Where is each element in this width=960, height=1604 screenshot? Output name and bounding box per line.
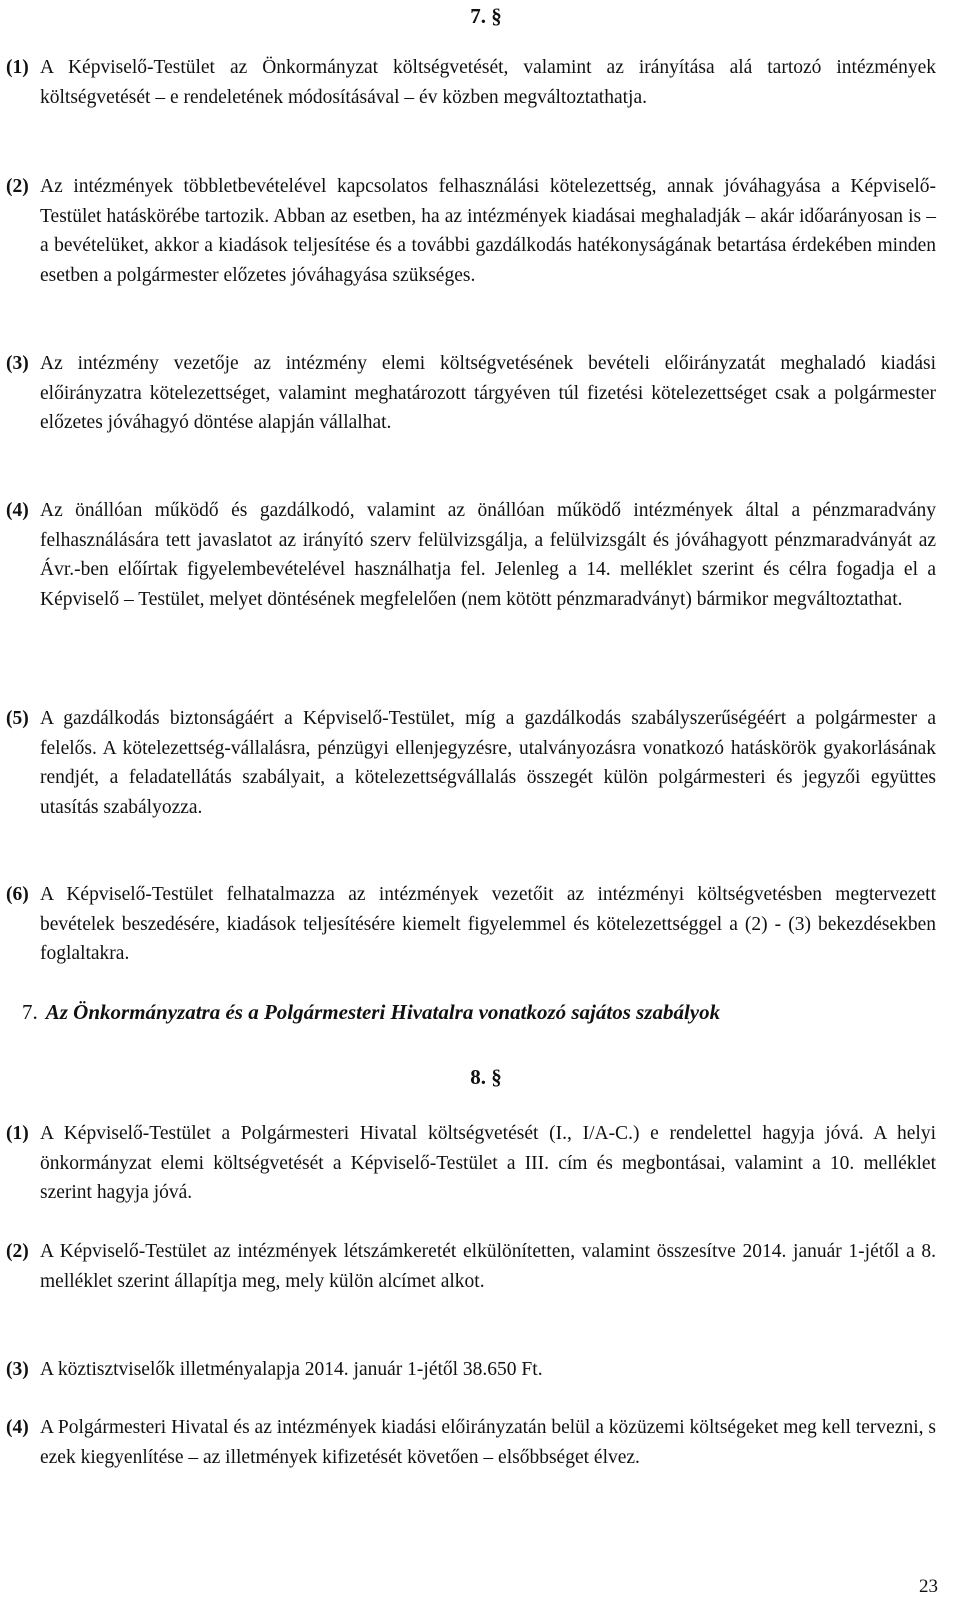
paragraph-number: (2) <box>6 1241 29 1262</box>
paragraph-7-6 <box>6 880 936 969</box>
paragraph-8-4 <box>6 1413 936 1472</box>
paragraph-7-1 <box>6 53 936 112</box>
paragraph-number: (4) <box>6 1417 29 1438</box>
paragraph-number: (1) <box>6 57 29 78</box>
paragraph-text: Az intézmények többletbevételével kapcsolatos felhasználási kötelezettség, annak jóváhagyása a Képviselő-Testület hatáskörébe tartozik. Abban az esetben, ha az intézmények kiadásai meghaladják – akár időarányosan is – a bevételüket, akkor a kiadások teljesítése és a további gazdálkodás hatékonyságának betartása érdekében minden esetben a polgármester előzetes jóváhagyása szükséges. <box>40 176 936 286</box>
paragraph-text: A köztisztviselők illetményalapja 2014. január 1-jétől 38.650 Ft. <box>40 1359 543 1380</box>
paragraph-text: A Képviselő-Testület felhatalmazza az intézmények vezetőit az intézményi költségvetésben megtervezett bevételek beszedésére, kiadások teljesítésére kiemelt figyelemmel és kötelezettséggel a (2) - (3) bekezdésekben foglaltakra. <box>40 884 936 964</box>
paragraph-number: (6) <box>6 884 29 905</box>
paragraph-7-3 <box>6 349 936 438</box>
paragraph-8-3 <box>6 1355 936 1385</box>
paragraph-number: (2) <box>6 176 29 197</box>
chapter-heading <box>22 998 942 1028</box>
paragraph-number: (3) <box>6 1359 29 1380</box>
paragraph-number: (1) <box>6 1123 29 1144</box>
paragraph-text: Az önállóan működő és gazdálkodó, valamint az önállóan működő intézmények által a pénzmaradvány felhasználására tett javaslatot az irányító szerv felülvizsgálja, a felülvizsgált és jóváhagyott pénzmaradványát az Ávr.-ben előírtak figyelembevételével használhatja fel. Jelenleg a 14. melléklet szerint és célra fogadja el a Képviselő – Testület, melyet döntésének megfelelően (nem kötött pénzmaradványt) bármikor megváltoztathat. <box>40 500 936 610</box>
paragraph-7-2 <box>6 172 936 290</box>
paragraph-number: (5) <box>6 708 29 729</box>
paragraph-text: A Képviselő-Testület az Önkormányzat költségvetését, valamint az irányítása alá tartozó intézmények költségvetését – e rendeletének módosításával – év közben megváltoztathatja. <box>40 57 936 108</box>
chapter-heading-text: Az Önkormányzatra és a Polgármesteri Hivatalra vonatkozó sajátos szabályok <box>45 1000 721 1024</box>
page-number: 23 <box>919 1576 938 1597</box>
paragraph-text: A gazdálkodás biztonságáért a Képviselő-Testület, míg a gazdálkodás szabályszerűségéért a polgármester a felelős. A kötelezettség-vállalásra, pénzügyi ellenjegyzésre, utalványozásra vonatkozó hatáskörök gyakorlásának rendjét, a feladatellátás szabályait, a kötelezettségvállalás összegét külön polgármesteri és jegyzői együttes utasítás szabályozza. <box>40 708 936 818</box>
chapter-heading-number: 7. <box>22 1000 38 1024</box>
section-8-title: 8. § <box>470 1065 502 1089</box>
paragraph-number: (4) <box>6 500 29 521</box>
paragraph-text: A Képviselő-Testület a Polgármesteri Hivatal költségvetését (I., I/A-C.) e rendelettel hagyja jóvá. A helyi önkormányzat elemi költségvetését a Képviselő-Testület a III. cím és megbontásai, valamint a 10. melléklet szerint hagyja jóvá. <box>40 1123 936 1203</box>
paragraph-8-2 <box>6 1237 936 1296</box>
paragraph-text: A Képviselő-Testület az intézmények létszámkeretét elkülönítetten, valamint összesítve 2014. január 1-jétől a 8. melléklet szerint állapítja meg, mely külön alcímet alkot. <box>40 1241 936 1292</box>
paragraph-8-1 <box>6 1119 936 1208</box>
section-7-title: 7. § <box>470 4 502 28</box>
paragraph-text: Az intézmény vezetője az intézmény elemi költségvetésének bevételi előirányzatát meghaladó kiadási előirányzatra kötelezettséget, valamint meghatározott tárgyéven túl fizetési kötelezettséget csak a polgármester előzetes jóváhagyó döntése alapján vállalhat. <box>40 353 936 433</box>
paragraph-number: (3) <box>6 353 29 374</box>
paragraph-7-5 <box>6 704 936 822</box>
paragraph-text: A Polgármesteri Hivatal és az intézmények kiadási előirányzatán belül a közüzemi költségeket meg kell tervezni, s ezek kiegyenlítése – az illetmények kifizetését követően – elsőbbséget élvez. <box>40 1417 936 1468</box>
paragraph-7-4 <box>6 496 936 614</box>
